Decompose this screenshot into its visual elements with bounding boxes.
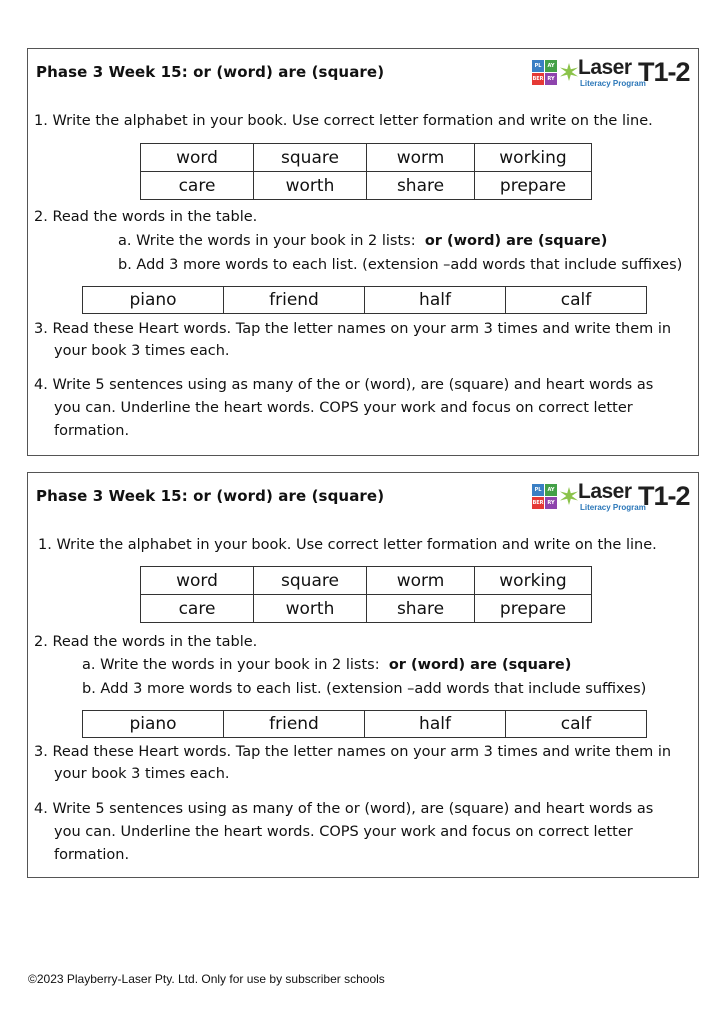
instruction-4-cont: you can. Underline the heart words. COPS your work and focus on correct letter bbox=[54, 824, 633, 840]
word-table bbox=[140, 566, 592, 623]
instruction-2a-bold: or (word) are (square) bbox=[388, 657, 572, 673]
instruction-3: 3. Read these Heart words. Tap the letter names on your arm 3 times and write them in bbox=[34, 321, 672, 337]
instruction-4-cont: you can. Underline the heart words. COPS your work and focus on correct letter bbox=[54, 400, 633, 416]
word-table bbox=[140, 143, 592, 200]
logo-subtitle: Literacy Program bbox=[580, 79, 646, 88]
logo-term: T1-2 bbox=[638, 481, 690, 511]
logo-tile: BER bbox=[532, 497, 544, 509]
worksheet-card-1 bbox=[27, 48, 699, 456]
heart-word: half bbox=[365, 711, 506, 738]
table-row bbox=[83, 287, 647, 314]
instruction-3: 3. Read these Heart words. Tap the letter names on your arm 3 times and write them in bbox=[34, 744, 672, 760]
instruction-4-cont: formation. bbox=[54, 847, 130, 863]
table-cell: share bbox=[367, 172, 475, 200]
instruction-1: 1. Write the alphabet in your book. Use correct letter formation and write on the line. bbox=[38, 537, 657, 553]
card-title: Phase 3 Week 15: or (word) are (square) bbox=[36, 63, 385, 81]
table-cell: square bbox=[254, 144, 367, 172]
instruction-2a bbox=[82, 657, 571, 673]
table-cell: share bbox=[367, 595, 475, 623]
table-row bbox=[83, 711, 647, 738]
table-cell: prepare bbox=[475, 172, 592, 200]
table-cell: square bbox=[254, 567, 367, 595]
logo-brand: Laser bbox=[578, 56, 632, 79]
heart-word: calf bbox=[506, 711, 647, 738]
heart-word: friend bbox=[224, 287, 365, 314]
logo-tile: RY bbox=[545, 73, 557, 85]
laser-logo bbox=[532, 57, 692, 91]
copyright-footer: ©2023 Playberry-Laser Pty. Ltd. Only for use by subscriber schools bbox=[28, 972, 385, 986]
logo-term: T1-2 bbox=[638, 57, 690, 87]
heart-words-table bbox=[82, 286, 647, 314]
table-cell: working bbox=[475, 567, 592, 595]
instruction-2b: b. Add 3 more words to each list. (extension –add words that include suffixes) bbox=[118, 257, 683, 273]
logo-subtitle: Literacy Program bbox=[580, 503, 646, 512]
heart-words-table bbox=[82, 710, 647, 738]
logo-tile: AY bbox=[545, 60, 557, 72]
instruction-2b: b. Add 3 more words to each list. (extension –add words that include suffixes) bbox=[82, 681, 647, 697]
burst-icon bbox=[560, 63, 578, 81]
instruction-4: 4. Write 5 sentences using as many of the or (word), are (square) and heart words as bbox=[34, 801, 654, 817]
playberry-tiles-icon bbox=[532, 484, 558, 510]
instruction-2a-text: a. Write the words in your book in 2 lists: bbox=[118, 233, 416, 249]
instruction-2a-text: a. Write the words in your book in 2 lists: bbox=[82, 657, 380, 673]
playberry-tiles-icon bbox=[532, 60, 558, 86]
logo-brand: Laser bbox=[578, 480, 632, 503]
table-cell: worm bbox=[367, 567, 475, 595]
table-cell: worm bbox=[367, 144, 475, 172]
table-row bbox=[141, 172, 592, 200]
table-row bbox=[141, 144, 592, 172]
logo-tile: RY bbox=[545, 497, 557, 509]
table-cell: prepare bbox=[475, 595, 592, 623]
instruction-3-cont: your book 3 times each. bbox=[54, 766, 230, 782]
heart-word: friend bbox=[224, 711, 365, 738]
burst-icon bbox=[560, 487, 578, 505]
table-row bbox=[141, 567, 592, 595]
logo-tile: PL bbox=[532, 60, 544, 72]
table-cell: worth bbox=[254, 172, 367, 200]
worksheet-card-2 bbox=[27, 472, 699, 878]
table-cell: care bbox=[141, 595, 254, 623]
card-title: Phase 3 Week 15: or (word) are (square) bbox=[36, 487, 385, 505]
instruction-2: 2. Read the words in the table. bbox=[34, 209, 258, 225]
table-cell: word bbox=[141, 144, 254, 172]
instruction-4: 4. Write 5 sentences using as many of the or (word), are (square) and heart words as bbox=[34, 377, 654, 393]
instruction-2a-bold: or (word) are (square) bbox=[424, 233, 608, 249]
instruction-4-cont: formation. bbox=[54, 423, 130, 439]
instruction-3-cont: your book 3 times each. bbox=[54, 343, 230, 359]
logo-tile: AY bbox=[545, 484, 557, 496]
table-cell: care bbox=[141, 172, 254, 200]
table-row bbox=[141, 595, 592, 623]
heart-word: piano bbox=[83, 711, 224, 738]
table-cell: word bbox=[141, 567, 254, 595]
heart-word: half bbox=[365, 287, 506, 314]
logo-tile: BER bbox=[532, 73, 544, 85]
laser-logo bbox=[532, 481, 692, 515]
heart-word: piano bbox=[83, 287, 224, 314]
table-cell: working bbox=[475, 144, 592, 172]
instruction-2: 2. Read the words in the table. bbox=[34, 634, 258, 650]
instruction-1: 1. Write the alphabet in your book. Use correct letter formation and write on the line. bbox=[34, 113, 653, 129]
instruction-2a bbox=[118, 233, 607, 249]
logo-tile: PL bbox=[532, 484, 544, 496]
table-cell: worth bbox=[254, 595, 367, 623]
heart-word: calf bbox=[506, 287, 647, 314]
